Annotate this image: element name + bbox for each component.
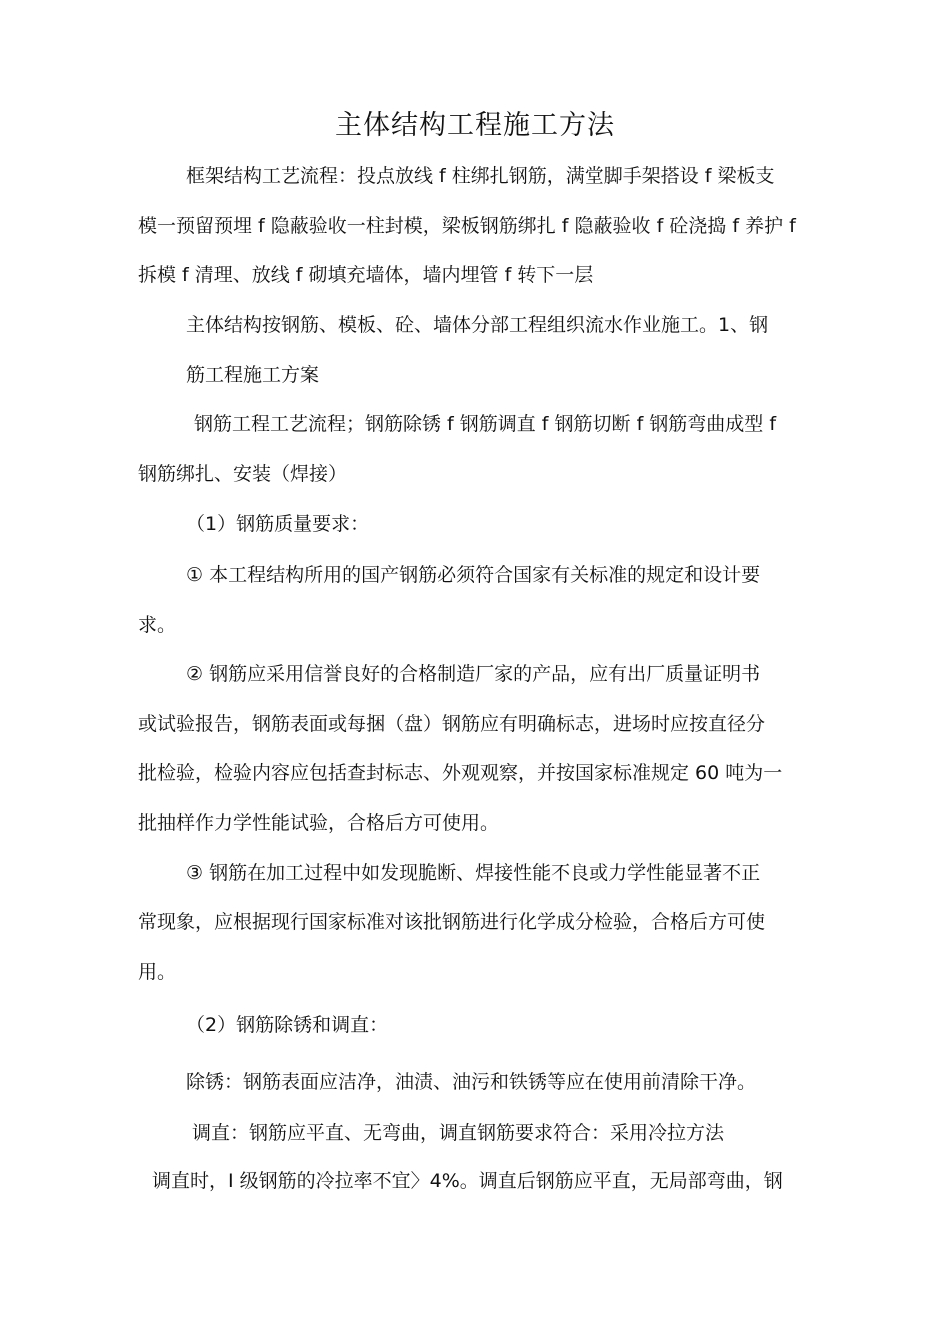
text-line: 批抽样作力学性能试验，合格后方可使用。	[138, 812, 500, 834]
text-line: 拆模 f 清理、放线 f 砌填充墙体，墙内埋管 f 转下一层	[138, 264, 594, 286]
text-line: 调直时，I 级钢筋的冷拉率不宜〉4%。调直后钢筋应平直，无局部弯曲，钢	[152, 1170, 783, 1192]
text-line: 求。	[138, 614, 177, 636]
text-line: 钢筋工程工艺流程；钢筋除锈 f 钢筋调直 f 钢筋切断 f 钢筋弯曲成型 f	[194, 413, 777, 435]
text-line: 框架结构工艺流程：投点放线 f 柱绑扎钢筋，满堂脚手架搭设 f 梁板支	[186, 165, 775, 187]
section-heading: （1）钢筋质量要求：	[186, 513, 370, 535]
text-line: 常现象，应根据现行国家标准对该批钢筋进行化学成分检验，合格后方可使	[138, 911, 766, 933]
text-line: 钢筋绑扎、安装（焊接）	[138, 463, 348, 485]
text-line: ③ 钢筋在加工过程中如发现脆断、焊接性能不良或力学性能显著不正	[186, 862, 761, 884]
page-title: 主体结构工程施工方法	[335, 110, 615, 141]
text-line: 除锈：钢筋表面应洁净，油渍、油污和铁锈等应在使用前清除干净。	[186, 1071, 757, 1093]
text-line: 批检验，检验内容应包括查封标志、外观观察，并按国家标准规定 60 吨为一	[138, 762, 783, 784]
section-heading: （2）钢筋除锈和调直：	[186, 1014, 389, 1036]
text-line: 筋工程施工方案	[186, 364, 320, 386]
text-line: 用。	[138, 961, 177, 983]
text-line: 模一预留预埋 f 隐蔽验收一柱封模，梁板钢筋绑扎 f 隐蔽验收 f 砼浇捣 f 养护 f	[138, 215, 796, 237]
text-line: ② 钢筋应采用信誉良好的合格制造厂家的产品，应有出厂质量证明书	[186, 663, 761, 685]
text-line: 调直：钢筋应平直、无弯曲，调直钢筋要求符合：采用冷拉方法	[192, 1122, 725, 1144]
text-line: 或试验报告，钢筋表面或每捆（盘）钢筋应有明确标志，进场时应按直径分	[138, 713, 766, 735]
text-line: ① 本工程结构所用的国产钢筋必须符合国家有关标准的规定和设计要	[186, 564, 761, 586]
text-line: 主体结构按钢筋、模板、砼、墙体分部工程组织流水作业施工。1、钢	[186, 314, 769, 336]
